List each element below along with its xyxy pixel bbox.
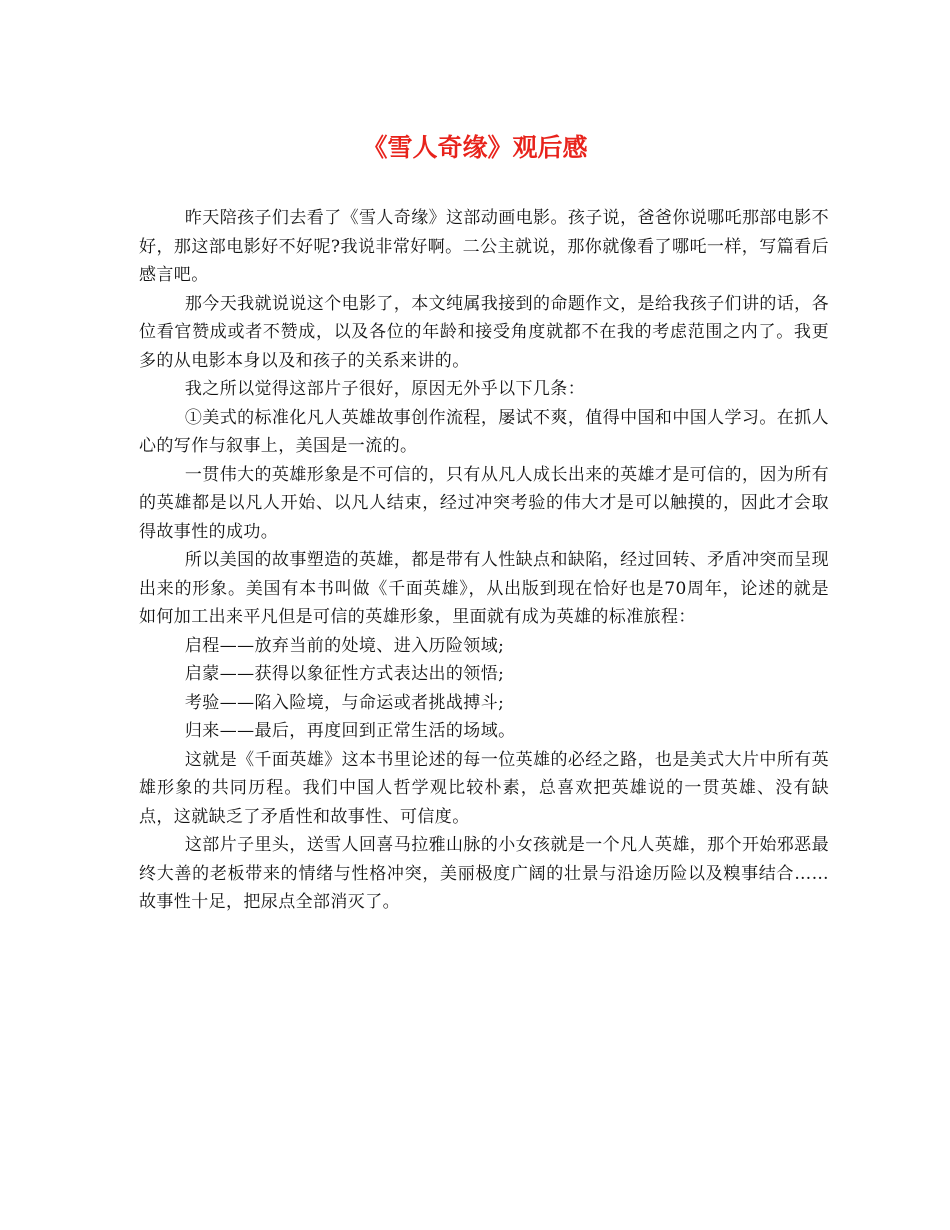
paragraph: 我之所以觉得这部片子很好，原因无外乎以下几条：: [184, 379, 586, 399]
document-title: 《雪人奇缘》观后感: [362, 133, 588, 162]
document-body: [139, 204, 829, 917]
list-item-journey-stage: 启程——放弃当前的处境、进入历险领域;: [184, 635, 505, 656]
paragraph: ①美式的标准化凡人英雄故事创作流程，屡试不爽，值得中国和中国人学习。在抓人心的写作与叙事上，美国是一流的。: [139, 407, 829, 456]
paragraph: 一贯伟大的英雄形象是不可信的，只有从凡人成长出来的英雄才是可信的，因为所有的英雄都是以凡人开始、以凡人结束，经过冲突考验的伟大才是可以触摸的，因此才会取得故事性的成功。: [139, 464, 829, 542]
paragraph: 昨天陪孩子们去看了《雪人奇缘》这部动画电影。孩子说，爸爸你说哪吒那部电影不好，那这部电影好不好呢?我说非常好啊。二公主就说，那你就像看了哪吒一样，写篇看后感言吧。: [139, 208, 829, 285]
paragraph: 那今天我就说说这个电影了，本文纯属我接到的命题作文，是给我孩子们讲的话，各位看官赞成或者不赞成，以及各位的年龄和接受角度就都不在我的考虑范围之内了。我更多的从电影本身以及和孩子的关系来讲的。: [139, 293, 829, 371]
list-item-journey-stage: 归来——最后，再度回到正常生活的场域。: [184, 721, 516, 741]
paragraph: 所以美国的故事塑造的英雄，都是带有人性缺点和缺陷，经过回转、矛盾冲突而呈现出来的形象。美国有本书叫做《千面英雄》，从出版到现在恰好也是70周年，论述的就是如何加工出来平凡但是可信的英雄形象，里面就有成为英雄的标准旅程：: [139, 550, 829, 627]
paragraph: 这部片子里头，送雪人回喜马拉雅山脉的小女孩就是一个凡人英雄，那个开始邪恶最终大善的老板带来的情绪与性格冲突，美丽极度广阔的壮景与沿途历险以及糗事结合……故事性十足，把尿点全部消灭了。: [139, 835, 829, 912]
list-item-journey-stage: 考验——陷入险境，与命运或者挑战搏斗;: [184, 692, 505, 713]
list-item-journey-stage: 启蒙——获得以象征性方式表达出的领悟;: [184, 664, 505, 684]
paragraph: 这就是《千面英雄》这本书里论述的每一位英雄的必经之路，也是美式大片中所有英雄形象的共同历程。我们中国人哲学观比较朴素，总喜欢把英雄说的一贯英雄、没有缺点，这就缺乏了矛盾性和故事性、可信度。: [139, 749, 829, 827]
